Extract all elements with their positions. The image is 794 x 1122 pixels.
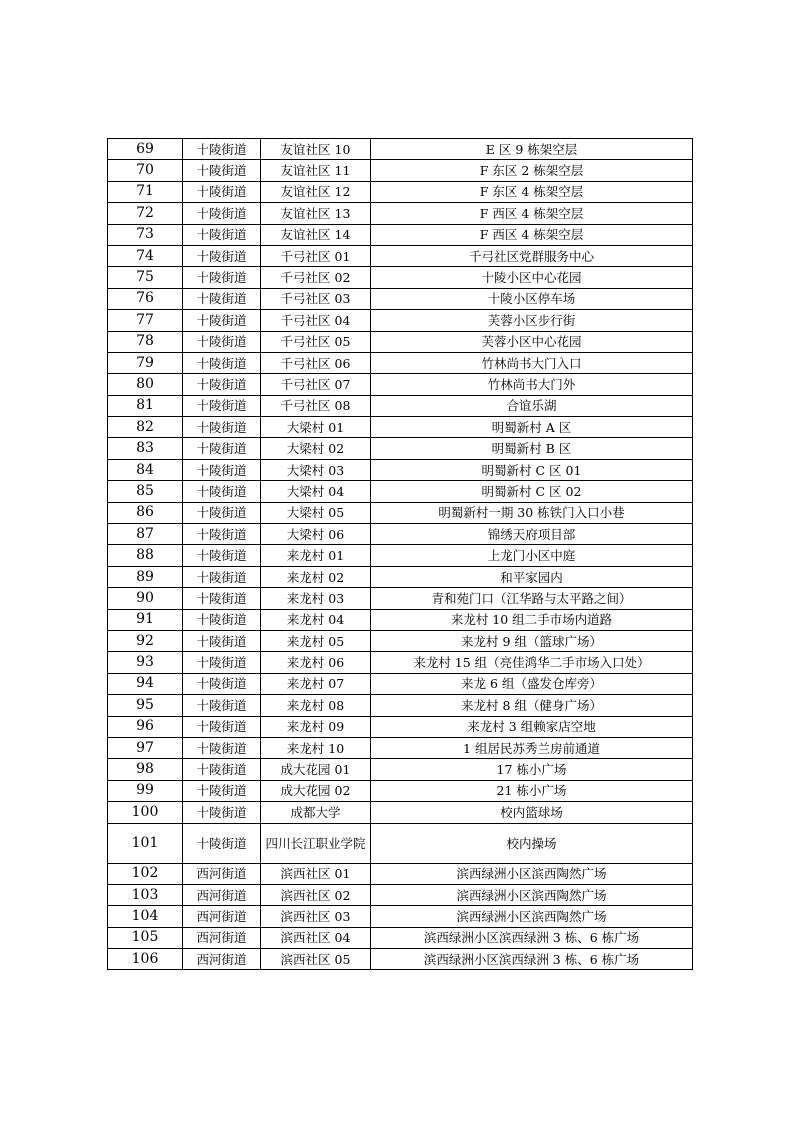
table-row bbox=[108, 203, 693, 224]
table-row bbox=[108, 310, 693, 331]
site-location: 来龙 6 组（盛发仓库旁） bbox=[371, 673, 693, 694]
table-row bbox=[108, 737, 693, 758]
row-number: 93 bbox=[108, 652, 183, 673]
site-location: 芙蓉小区步行街 bbox=[371, 310, 693, 331]
row-number: 79 bbox=[108, 352, 183, 373]
street-name: 十陵街道 bbox=[183, 374, 261, 395]
community-name: 千弓社区 05 bbox=[261, 331, 371, 352]
site-location: 锦绣天府项目部 bbox=[371, 524, 693, 545]
community-name: 千弓社区 01 bbox=[261, 245, 371, 266]
street-name: 十陵街道 bbox=[183, 139, 261, 160]
street-name: 十陵街道 bbox=[183, 823, 261, 863]
row-number: 75 bbox=[108, 267, 183, 288]
street-name: 十陵街道 bbox=[183, 417, 261, 438]
row-number: 103 bbox=[108, 884, 183, 905]
table-row bbox=[108, 267, 693, 288]
row-number: 90 bbox=[108, 588, 183, 609]
table-row bbox=[108, 630, 693, 651]
row-number: 105 bbox=[108, 927, 183, 948]
table-row bbox=[108, 759, 693, 780]
row-number: 80 bbox=[108, 374, 183, 395]
street-name: 十陵街道 bbox=[183, 160, 261, 181]
table-row bbox=[108, 949, 693, 970]
table-row bbox=[108, 459, 693, 480]
row-number: 85 bbox=[108, 481, 183, 502]
table-row bbox=[108, 609, 693, 630]
site-location: 滨西绿洲小区滨西绿洲 3 栋、6 栋广场 bbox=[371, 949, 693, 970]
table-row bbox=[108, 438, 693, 459]
site-location: 十陵小区中心花园 bbox=[371, 267, 693, 288]
community-name: 大梁村 04 bbox=[261, 481, 371, 502]
site-location: 十陵小区停车场 bbox=[371, 288, 693, 309]
community-name: 成都大学 bbox=[261, 802, 371, 823]
community-name: 大梁村 05 bbox=[261, 502, 371, 523]
community-name: 友谊社区 14 bbox=[261, 224, 371, 245]
street-name: 十陵街道 bbox=[183, 438, 261, 459]
community-name: 滨西社区 03 bbox=[261, 906, 371, 927]
table-row bbox=[108, 673, 693, 694]
site-location: 来龙村 10 组二手市场内道路 bbox=[371, 609, 693, 630]
community-name: 千弓社区 08 bbox=[261, 395, 371, 416]
street-name: 西河街道 bbox=[183, 927, 261, 948]
street-name: 十陵街道 bbox=[183, 695, 261, 716]
table-row bbox=[108, 139, 693, 160]
row-number: 82 bbox=[108, 417, 183, 438]
street-name: 十陵街道 bbox=[183, 673, 261, 694]
table-row bbox=[108, 802, 693, 823]
street-name: 十陵街道 bbox=[183, 267, 261, 288]
table-row bbox=[108, 331, 693, 352]
street-name: 西河街道 bbox=[183, 949, 261, 970]
row-number: 76 bbox=[108, 288, 183, 309]
row-number: 95 bbox=[108, 695, 183, 716]
table-row bbox=[108, 524, 693, 545]
street-name: 十陵街道 bbox=[183, 652, 261, 673]
table-row bbox=[108, 502, 693, 523]
community-name: 来龙村 05 bbox=[261, 630, 371, 651]
community-name: 四川长江职业学院 bbox=[261, 823, 371, 863]
street-name: 十陵街道 bbox=[183, 224, 261, 245]
site-location: 滨西绿洲小区滨西陶然广场 bbox=[371, 906, 693, 927]
row-number: 98 bbox=[108, 759, 183, 780]
street-name: 十陵街道 bbox=[183, 288, 261, 309]
row-number: 71 bbox=[108, 181, 183, 202]
location-table bbox=[107, 138, 693, 970]
site-location: 明蜀新村 A 区 bbox=[371, 417, 693, 438]
site-location: 竹林尚书大门外 bbox=[371, 374, 693, 395]
community-name: 来龙村 02 bbox=[261, 566, 371, 587]
row-number: 97 bbox=[108, 737, 183, 758]
row-number: 81 bbox=[108, 395, 183, 416]
table-row bbox=[108, 417, 693, 438]
community-name: 千弓社区 02 bbox=[261, 267, 371, 288]
community-name: 滨西社区 05 bbox=[261, 949, 371, 970]
community-name: 来龙村 08 bbox=[261, 695, 371, 716]
site-location: F 东区 2 栋架空层 bbox=[371, 160, 693, 181]
table-row bbox=[108, 481, 693, 502]
street-name: 十陵街道 bbox=[183, 716, 261, 737]
row-number: 78 bbox=[108, 331, 183, 352]
table-body bbox=[108, 139, 693, 970]
table-row bbox=[108, 863, 693, 884]
site-location: 千弓社区党群服务中心 bbox=[371, 245, 693, 266]
row-number: 70 bbox=[108, 160, 183, 181]
table-row bbox=[108, 780, 693, 801]
community-name: 大梁村 03 bbox=[261, 459, 371, 480]
table-row bbox=[108, 927, 693, 948]
community-name: 友谊社区 11 bbox=[261, 160, 371, 181]
community-name: 友谊社区 13 bbox=[261, 203, 371, 224]
site-location: 竹林尚书大门入口 bbox=[371, 352, 693, 373]
site-location: 校内操场 bbox=[371, 823, 693, 863]
row-number: 100 bbox=[108, 802, 183, 823]
community-name: 来龙村 01 bbox=[261, 545, 371, 566]
site-location: 明蜀新村 B 区 bbox=[371, 438, 693, 459]
row-number: 88 bbox=[108, 545, 183, 566]
row-number: 104 bbox=[108, 906, 183, 927]
site-location: 青和苑门口（江华路与太平路之间） bbox=[371, 588, 693, 609]
table-row bbox=[108, 652, 693, 673]
site-location: 21 栋小广场 bbox=[371, 780, 693, 801]
street-name: 十陵街道 bbox=[183, 545, 261, 566]
site-location: 滨西绿洲小区滨西陶然广场 bbox=[371, 863, 693, 884]
street-name: 十陵街道 bbox=[183, 245, 261, 266]
row-number: 101 bbox=[108, 823, 183, 863]
street-name: 十陵街道 bbox=[183, 524, 261, 545]
row-number: 84 bbox=[108, 459, 183, 480]
street-name: 十陵街道 bbox=[183, 737, 261, 758]
row-number: 86 bbox=[108, 502, 183, 523]
table-row bbox=[108, 160, 693, 181]
site-location: 来龙村 8 组（健身广场） bbox=[371, 695, 693, 716]
site-location: 滨西绿洲小区滨西绿洲 3 栋、6 栋广场 bbox=[371, 927, 693, 948]
street-name: 十陵街道 bbox=[183, 203, 261, 224]
row-number: 89 bbox=[108, 566, 183, 587]
community-name: 成大花园 01 bbox=[261, 759, 371, 780]
street-name: 十陵街道 bbox=[183, 481, 261, 502]
community-name: 大梁村 02 bbox=[261, 438, 371, 459]
site-location: 滨西绿洲小区滨西陶然广场 bbox=[371, 884, 693, 905]
community-name: 大梁村 06 bbox=[261, 524, 371, 545]
row-number: 74 bbox=[108, 245, 183, 266]
community-name: 来龙村 03 bbox=[261, 588, 371, 609]
street-name: 十陵街道 bbox=[183, 181, 261, 202]
table-row bbox=[108, 906, 693, 927]
row-number: 94 bbox=[108, 673, 183, 694]
street-name: 十陵街道 bbox=[183, 630, 261, 651]
street-name: 十陵街道 bbox=[183, 609, 261, 630]
table-row bbox=[108, 566, 693, 587]
table-row bbox=[108, 716, 693, 737]
street-name: 十陵街道 bbox=[183, 331, 261, 352]
street-name: 十陵街道 bbox=[183, 395, 261, 416]
site-location: 芙蓉小区中心花园 bbox=[371, 331, 693, 352]
table-row bbox=[108, 395, 693, 416]
table-row bbox=[108, 245, 693, 266]
community-name: 友谊社区 12 bbox=[261, 181, 371, 202]
site-location: 17 栋小广场 bbox=[371, 759, 693, 780]
row-number: 96 bbox=[108, 716, 183, 737]
community-name: 滨西社区 02 bbox=[261, 884, 371, 905]
community-name: 千弓社区 07 bbox=[261, 374, 371, 395]
street-name: 西河街道 bbox=[183, 863, 261, 884]
row-number: 91 bbox=[108, 609, 183, 630]
community-name: 千弓社区 04 bbox=[261, 310, 371, 331]
row-number: 99 bbox=[108, 780, 183, 801]
table-row bbox=[108, 884, 693, 905]
site-location: F 东区 4 栋架空层 bbox=[371, 181, 693, 202]
site-location: E 区 9 栋架空层 bbox=[371, 139, 693, 160]
community-name: 千弓社区 03 bbox=[261, 288, 371, 309]
community-name: 滨西社区 01 bbox=[261, 863, 371, 884]
community-name: 来龙村 10 bbox=[261, 737, 371, 758]
street-name: 十陵街道 bbox=[183, 780, 261, 801]
row-number: 73 bbox=[108, 224, 183, 245]
table-row bbox=[108, 374, 693, 395]
row-number: 102 bbox=[108, 863, 183, 884]
site-location: 明蜀新村 C 区 01 bbox=[371, 459, 693, 480]
table-row bbox=[108, 588, 693, 609]
table-row bbox=[108, 352, 693, 373]
site-location: F 西区 4 栋架空层 bbox=[371, 224, 693, 245]
community-name: 来龙村 06 bbox=[261, 652, 371, 673]
community-name: 大梁村 01 bbox=[261, 417, 371, 438]
street-name: 十陵街道 bbox=[183, 352, 261, 373]
site-location: 来龙村 9 组（篮球广场） bbox=[371, 630, 693, 651]
site-location: 明蜀新村 C 区 02 bbox=[371, 481, 693, 502]
row-number: 83 bbox=[108, 438, 183, 459]
street-name: 西河街道 bbox=[183, 906, 261, 927]
community-name: 友谊社区 10 bbox=[261, 139, 371, 160]
row-number: 92 bbox=[108, 630, 183, 651]
street-name: 十陵街道 bbox=[183, 310, 261, 331]
site-location: 明蜀新村一期 30 栋铁门入口小巷 bbox=[371, 502, 693, 523]
street-name: 十陵街道 bbox=[183, 502, 261, 523]
site-location: 合谊乐湖 bbox=[371, 395, 693, 416]
row-number: 69 bbox=[108, 139, 183, 160]
row-number: 106 bbox=[108, 949, 183, 970]
community-name: 成大花园 02 bbox=[261, 780, 371, 801]
table-row bbox=[108, 695, 693, 716]
street-name: 十陵街道 bbox=[183, 759, 261, 780]
site-location: 和平家园内 bbox=[371, 566, 693, 587]
table-row bbox=[108, 545, 693, 566]
site-location: 1 组居民苏秀兰房前通道 bbox=[371, 737, 693, 758]
row-number: 77 bbox=[108, 310, 183, 331]
community-name: 来龙村 09 bbox=[261, 716, 371, 737]
table-row bbox=[108, 823, 693, 863]
row-number: 72 bbox=[108, 203, 183, 224]
community-name: 滨西社区 04 bbox=[261, 927, 371, 948]
community-name: 来龙村 07 bbox=[261, 673, 371, 694]
street-name: 十陵街道 bbox=[183, 588, 261, 609]
street-name: 十陵街道 bbox=[183, 459, 261, 480]
street-name: 十陵街道 bbox=[183, 802, 261, 823]
site-location: 来龙村 3 组赖家店空地 bbox=[371, 716, 693, 737]
table-row bbox=[108, 224, 693, 245]
table-row bbox=[108, 288, 693, 309]
row-number: 87 bbox=[108, 524, 183, 545]
street-name: 西河街道 bbox=[183, 884, 261, 905]
community-name: 来龙村 04 bbox=[261, 609, 371, 630]
community-name: 千弓社区 06 bbox=[261, 352, 371, 373]
site-location: 校内篮球场 bbox=[371, 802, 693, 823]
site-location: 来龙村 15 组（亮佳鸿华二手市场入口处） bbox=[371, 652, 693, 673]
street-name: 十陵街道 bbox=[183, 566, 261, 587]
site-location: 上龙门小区中庭 bbox=[371, 545, 693, 566]
site-location: F 西区 4 栋架空层 bbox=[371, 203, 693, 224]
table-row bbox=[108, 181, 693, 202]
